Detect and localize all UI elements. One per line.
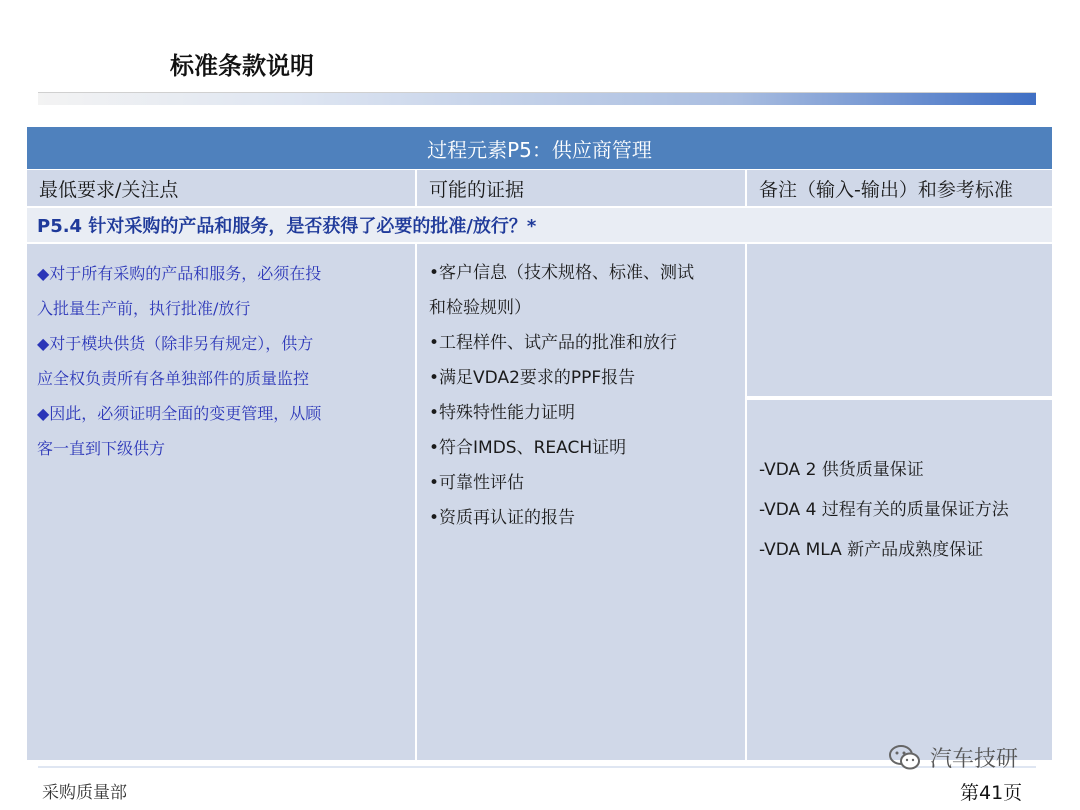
reference-line: -VDA 2 供货质量保证 — [759, 460, 924, 480]
references-cell — [747, 400, 1052, 760]
slide-title: 标准条款说明 — [170, 52, 314, 80]
evidence-line: •工程样件、试产品的批准和放行 — [429, 333, 678, 353]
column-header-references: 备注（输入-输出）和参考标准 — [747, 170, 1052, 206]
evidence-line: •资质再认证的报告 — [429, 508, 576, 528]
focus-line: ◆对于模块供货（除非另有规定），供方 — [37, 334, 314, 353]
focus-line: ◆因此，必须证明全面的变更管理，从顾 — [37, 404, 322, 423]
evidence-cell — [417, 244, 747, 760]
column-header-evidence: 可能的证据 — [417, 170, 747, 206]
evidence-line: •符合IMDS、REACH证明 — [429, 438, 627, 458]
standard-table — [27, 127, 1052, 760]
title-underline-bar — [38, 92, 1036, 105]
wechat-icon — [888, 744, 922, 772]
footer-department: 采购质量部 — [42, 783, 127, 803]
focus-points-cell — [27, 244, 417, 760]
page-number: 第41页 — [960, 782, 1023, 804]
evidence-line: •客户信息（技术规格、标准、测试 — [429, 263, 695, 283]
focus-line: 客一直到下级供方 — [37, 439, 166, 458]
column-header-focus: 最低要求/关注点 — [27, 170, 417, 206]
evidence-line: •特殊特性能力证明 — [429, 403, 576, 423]
evidence-line: •可靠性评估 — [429, 473, 525, 493]
watermark-text: 汽车技研 — [930, 747, 1019, 772]
watermark — [888, 742, 1018, 773]
focus-line: ◆对于所有采购的产品和服务，必须在投 — [37, 264, 322, 283]
evidence-line: 和检验规则） — [429, 298, 531, 318]
reference-line: -VDA MLA 新产品成熟度保证 — [759, 540, 984, 560]
focus-line: 应全权负责所有各单独部件的质量监控 — [37, 369, 310, 388]
table-main-header: 过程元素P5：供应商管理 — [27, 127, 1052, 170]
focus-line: 入批量生产前，执行批准/放行 — [37, 299, 251, 318]
requirement-row: P5.4 针对采购的产品和服务，是否获得了必要的批准/放行？* — [27, 208, 1052, 242]
reference-line: -VDA 4 过程有关的质量保证方法 — [759, 500, 1009, 520]
footer-divider — [38, 766, 1036, 768]
evidence-line: •满足VDA2要求的PPF报告 — [429, 368, 636, 388]
references-empty-cell — [747, 244, 1052, 398]
